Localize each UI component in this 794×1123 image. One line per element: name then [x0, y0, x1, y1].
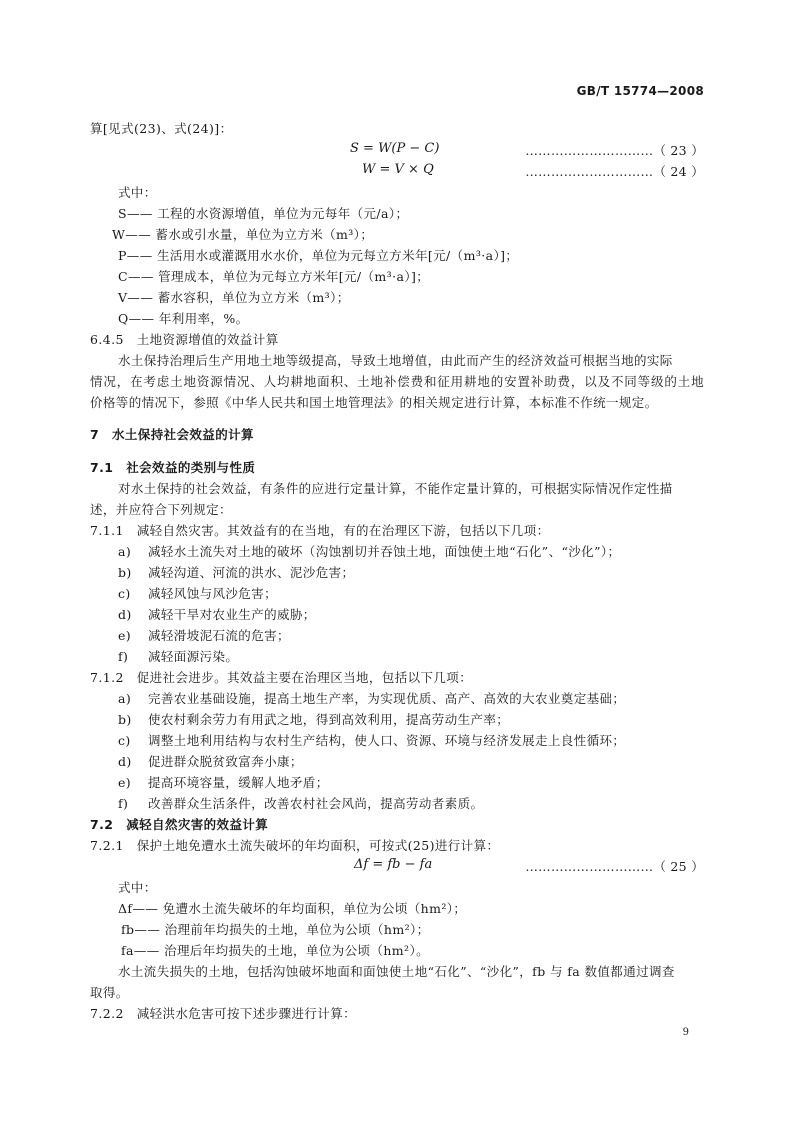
list-item — [118, 711, 509, 729]
heading-7-2-1: 7.2.1 保护土地免遭水土流失破坏的年均面积，可按式(25)进行计算： — [90, 838, 500, 853]
definition-delta-f: Δf—— 免遭水土流失破坏的年均面积，单位为公顷（hm²）； — [118, 901, 467, 916]
paragraph-7-1-line2: 述，并应符合下列规定： — [90, 502, 232, 517]
list-item-key: d) — [118, 607, 132, 622]
list-item — [118, 795, 483, 813]
heading-7-2: 7.2 减轻自然灾害的效益计算 — [90, 817, 269, 832]
list-item — [118, 543, 620, 561]
chapter-7-heading: 7 水土保持社会效益的计算 — [90, 427, 254, 442]
list-item-text: 提高环境容量，缓解人地矛盾； — [148, 775, 329, 790]
list-item-key: e) — [118, 775, 132, 790]
definition-v: V—— 蓄水容积，单位为立方米（m³）； — [118, 290, 350, 305]
list-item-text: 减轻沟道、河流的洪水、泥沙危害； — [148, 565, 355, 580]
list-item-key: f) — [118, 649, 129, 664]
list-item — [118, 774, 329, 792]
list-item — [118, 732, 625, 750]
list-item-text: 使农村剩余劳力有用武之地，得到高效利用，提高劳动生产率； — [148, 712, 510, 727]
definition-c: C—— 管理成本，单位为元每立方米年[元/（m³·a）]； — [118, 269, 430, 284]
list-item-text: 减轻面源污染。 — [148, 649, 239, 664]
list-item — [118, 606, 316, 624]
list-item-text: 完善农业基础设施，提高土地生产率，为实现优质、高产、高效的大农业奠定基础； — [148, 691, 626, 706]
list-item-key: a) — [118, 691, 132, 706]
list-item-key: b) — [118, 712, 132, 727]
paragraph-6-4-5-line2: 情况，在考虑土地资源情况、人均耕地面积、土地补偿费和征用耕地的安置补助费，以及不同等级的土地 — [90, 374, 704, 389]
list-item-text: 减轻干旱对农业生产的威胁； — [148, 607, 316, 622]
list-item — [118, 564, 354, 582]
list-item-key: c) — [118, 733, 131, 748]
list-item-text: 减轻风蚀与风沙危害； — [148, 586, 278, 601]
list-item — [118, 627, 290, 645]
equation-24: W = V × Q — [362, 162, 434, 177]
list-item-key: b) — [118, 565, 132, 580]
equation-25-number: …………………………（ 25 ） — [525, 859, 704, 874]
heading-7-1-1: 7.1.1 减轻自然灾害。其效益有的在当地，有的在治理区下游，包括以下几项： — [90, 523, 550, 538]
list-item-text: 调整土地利用结构与农村生产结构，使人口、资源、环境与经济发展走上良性循环； — [148, 733, 626, 748]
list-item-text: 促进群众脱贫致富奔小康； — [148, 754, 303, 769]
definition-s: S—— 工程的水资源增值，单位为元每年（元/a）； — [118, 206, 409, 221]
page-number: 9 — [682, 1027, 689, 1038]
list-item-key: c) — [118, 586, 131, 601]
equation-23: S = W(P − C) — [350, 141, 440, 156]
equation-24-number: …………………………（ 24 ） — [525, 164, 704, 179]
standard-code-header: GB/T 15774—2008 — [576, 84, 704, 98]
list-item-text: 减轻滑坡泥石流的危害； — [148, 628, 290, 643]
equation-23-number: …………………………（ 23 ） — [525, 143, 704, 158]
list-item-text: 减轻水土流失对土地的破坏（沟蚀割切并吞蚀土地，面蚀使土地“石化”、“沙化”）； — [148, 544, 621, 559]
list-item-key: e) — [118, 628, 132, 643]
formula-intro: 算[见式(23)、式(24)]： — [90, 121, 233, 136]
paragraph-6-4-5-line3: 价格等的情况下，参照《中华人民共和国土地管理法》的相关规定进行计算，本标准不作统一规定。 — [90, 395, 658, 410]
heading-6-4-5: 6.4.5 土地资源增值的效益计算 — [90, 332, 279, 347]
paragraph-7-2-1-line2: 取得。 — [90, 985, 129, 1000]
where-label: 式中： — [118, 880, 157, 895]
list-item-key: a) — [118, 544, 132, 559]
list-item-key: d) — [118, 754, 132, 769]
heading-7-2-2: 7.2.2 减轻洪水危害可按下述步骤进行计算： — [90, 1006, 357, 1021]
paragraph-6-4-5-line1: 水土保持治理后生产用地土地等级提高，导致土地增值，由此而产生的经济效益可根据当地的实际 — [118, 353, 673, 368]
definition-w: W—— 蓄水或引水量，单位为立方米（m³）； — [112, 227, 374, 242]
definition-q: Q—— 年利用率，%。 — [118, 311, 249, 326]
paragraph-7-1-line1: 对水土保持的社会效益，有条件的应进行定量计算，不能作定量计算的，可根据实际情况作定性描 — [118, 481, 673, 496]
heading-7-1: 7.1 社会效益的类别与性质 — [90, 460, 256, 475]
definition-p: P—— 生活用水或灌溉用水水价，单位为元每立方米年[元/（m³·a）]； — [118, 248, 519, 263]
equation-25: Δf = fb − fa — [354, 857, 433, 872]
list-item-text: 改善群众生活条件，改善农村社会风尚，提高劳动者素质。 — [148, 796, 484, 811]
definition-fa: fa—— 治理后年均损失的土地，单位为公顷（hm²）。 — [121, 943, 430, 958]
paragraph-7-2-1-line1: 水土流失损失的土地，包括沟蚀破坏地面和面蚀使土地“石化”、“沙化”，fb 与 fa 数值都通过调查 — [118, 964, 675, 979]
list-item — [118, 648, 238, 666]
list-item — [118, 690, 625, 708]
heading-7-1-2: 7.1.2 促进社会进步。其效益主要在治理区当地，包括以下几项： — [90, 670, 473, 685]
where-label: 式中： — [118, 185, 157, 200]
definition-fb: fb—— 治理前年均损失的土地，单位为公顷（hm²）； — [121, 922, 430, 937]
list-item — [118, 753, 303, 771]
list-item — [118, 585, 277, 603]
list-item-key: f) — [118, 796, 129, 811]
